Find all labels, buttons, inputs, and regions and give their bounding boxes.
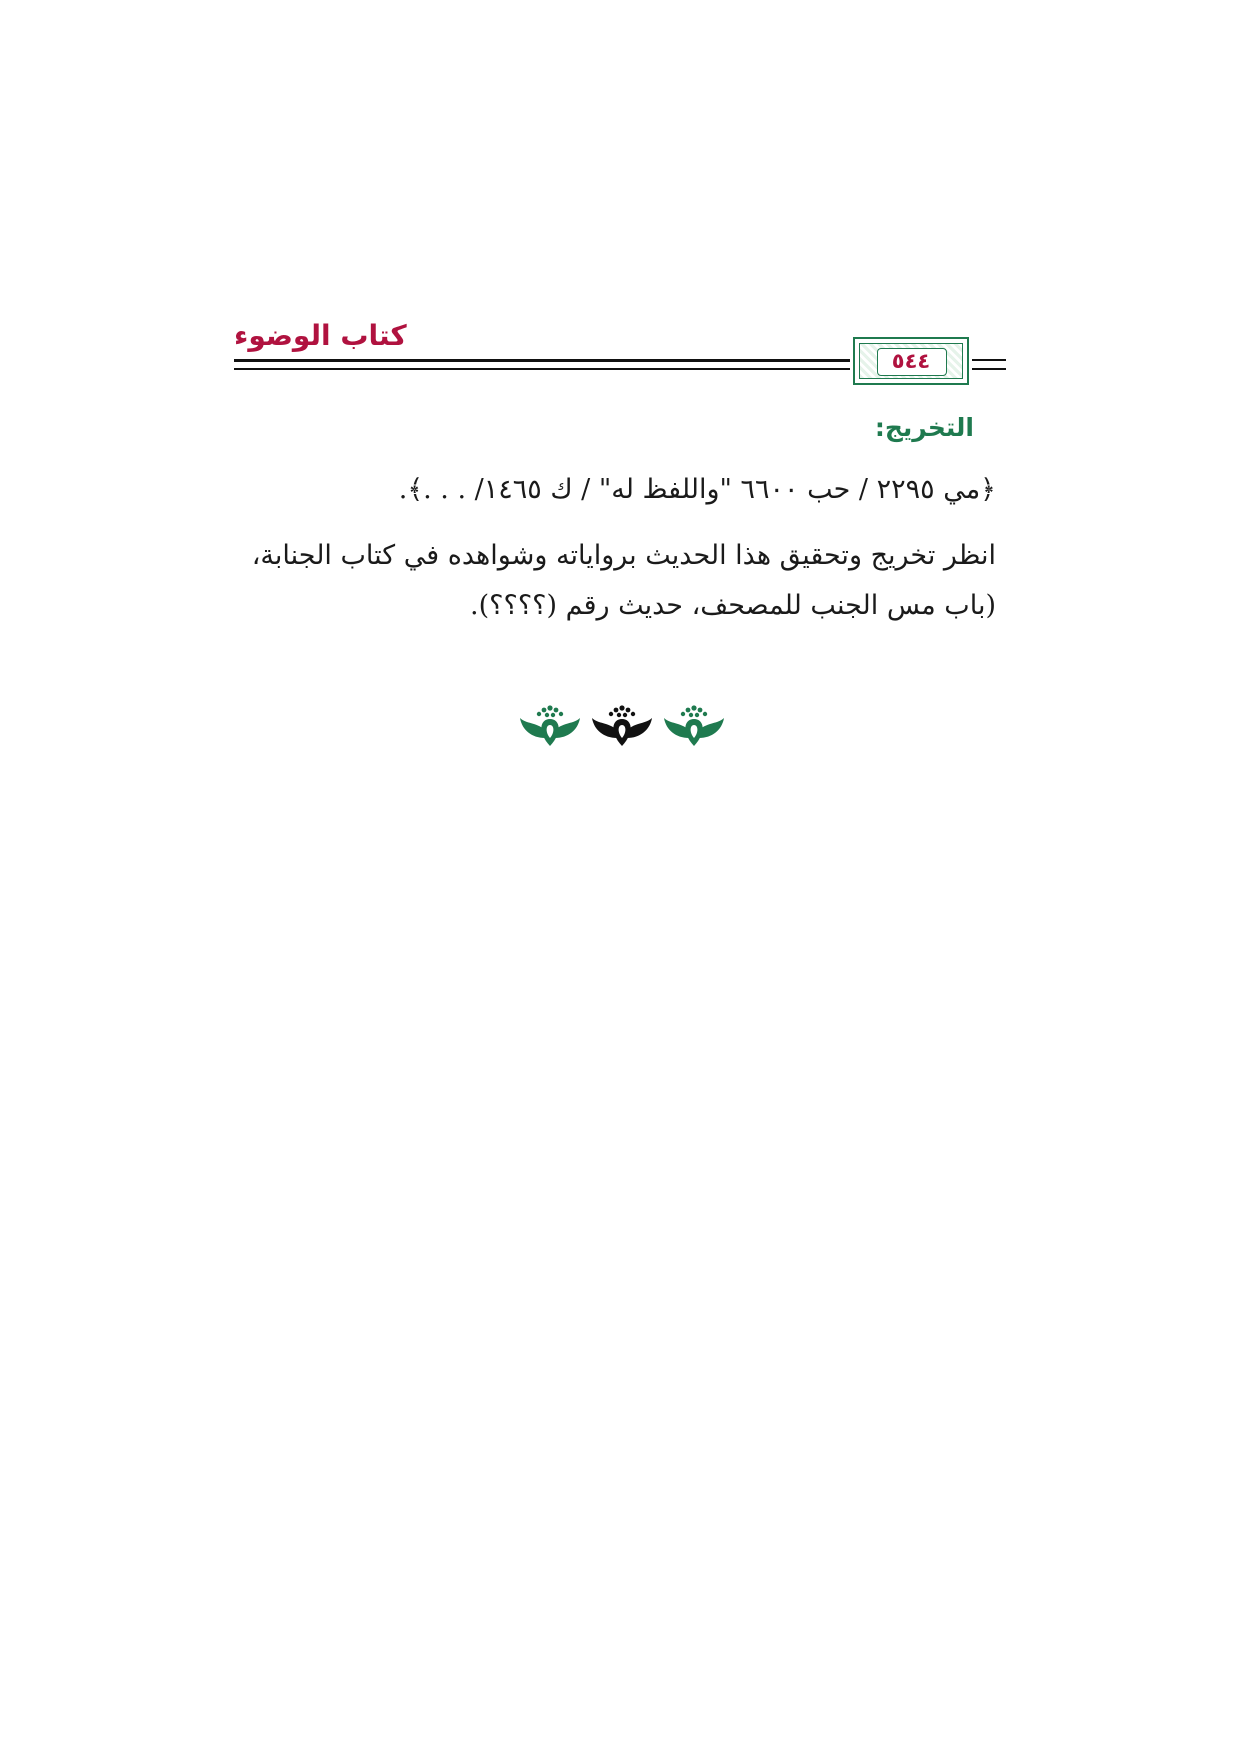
paragraph-line: انظر تخريج وتحقيق هذا الحديث برواياته وشواهده في كتاب الجنابة،	[251, 540, 996, 571]
ornament-flower-right	[664, 705, 724, 746]
section-heading-takhrij: التخريج:	[874, 413, 974, 442]
header-rule-top	[234, 359, 850, 362]
ornament-flower-center	[592, 705, 652, 746]
header-rule-right-bottom	[972, 368, 1006, 370]
header-rule-bottom	[234, 368, 850, 370]
floral-divider-icon	[512, 698, 732, 754]
page-number-badge	[853, 337, 969, 385]
header-rule-right-top	[972, 359, 1006, 361]
source-references-line: ﴿مي ٢٢٩٥ / حب ٦٦٠٠ "واللفظ له" / ك ١٤٦٥/ . . .﴾.	[398, 474, 996, 505]
page-number: ٥٤٤	[891, 349, 931, 373]
paragraph-line: (باب مس الجنب للمصحف، حديث رقم (؟؟؟؟).	[470, 590, 996, 621]
running-header-title: كتاب الوضوء	[234, 319, 407, 352]
ornament-flower-left	[520, 705, 580, 746]
